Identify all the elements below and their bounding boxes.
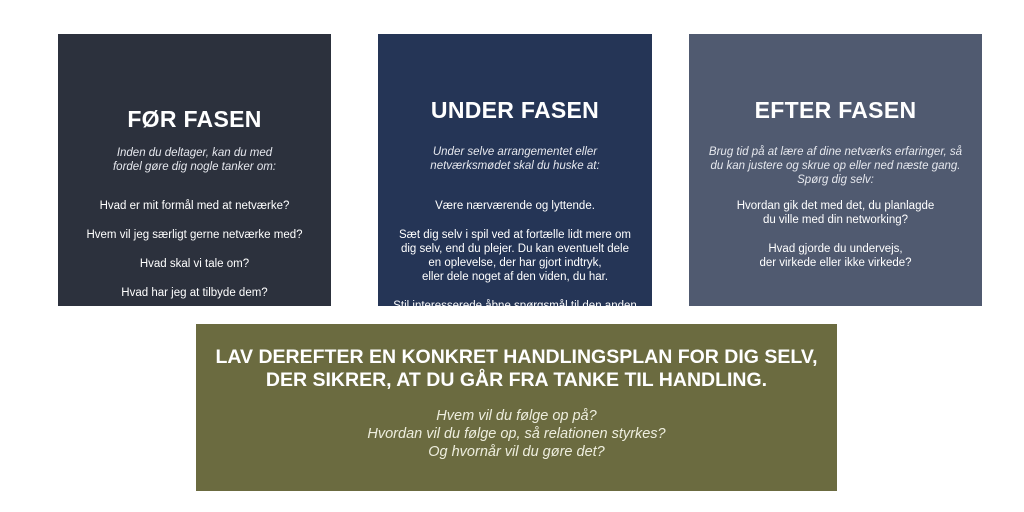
foer-fasen-title: FØR FASEN [127, 106, 262, 132]
efter-fasen-question: Hvad gjorde du undervejs, der virkede eller ikke virkede? [759, 243, 912, 269]
foer-fasen-question: Hvad har jeg at tilbyde dem? [121, 287, 268, 299]
foer-fasen-question: Hvem vil jeg særligt gerne netværke med? [86, 229, 303, 241]
foer-fasen-question: Hvad er mit formål med at netværke? [99, 200, 290, 212]
under-fasen-point: Sæt dig selv i spil ved at fortælle lidt mere om dig selv, end du plejer. Du kan eventuelt dele en oplevelse, der har gjort indtryk, eller dele noget af den viden, du har. [398, 229, 631, 283]
under-fasen-intro: Under selve arrangementet eller netværksmødet skal du huske at: [430, 146, 600, 172]
under-fasen-title: UNDER FASEN [430, 97, 600, 123]
handlingsplan-panel [196, 324, 837, 491]
under-fasen-point: Stil interesserede åbne spørgsmål til den anden [393, 300, 637, 312]
foer-fasen-question: Hvad skal vi tale om? [139, 258, 250, 270]
foer-fasen-questions [58, 199, 331, 315]
handlingsplan-heading: LAV DEREFTER EN KONKRET HANDLINGSPLAN FOR DIG SELV, DER SIKRER, AT DU GÅR FRA TANKE TIL HANDLING. [215, 346, 818, 391]
foer-fasen-intro: Inden du deltager, kan du med fordel gøre dig nogle tanker om: [112, 147, 276, 173]
efter-fasen-intro: Brug tid på at lære af dine netværks erfaringer, så du kan justere og skrue op eller ned næste gang. Spørg dig selv: [708, 146, 963, 186]
handlingsplan-question: Hvem vil du følge op på? [436, 408, 597, 424]
efter-fasen-questions [689, 199, 982, 285]
handlingsplan-question: Og hvornår vil du gøre det? [428, 444, 605, 460]
under-fasen-panel [378, 34, 652, 312]
under-fasen-point: Være nærværende og lyttende. [435, 200, 595, 212]
handlingsplan-question: Hvordan vil du følge op, så relationen styrkes? [367, 426, 666, 442]
efter-fasen-question: Hvordan gik det med det, du planlagde du ville med din networking? [736, 200, 935, 226]
foer-fasen-panel [58, 34, 331, 306]
under-fasen-points [378, 199, 652, 328]
efter-fasen-panel [689, 34, 982, 306]
handlingsplan-questions [196, 407, 837, 461]
efter-fasen-title: EFTER FASEN [754, 97, 917, 123]
